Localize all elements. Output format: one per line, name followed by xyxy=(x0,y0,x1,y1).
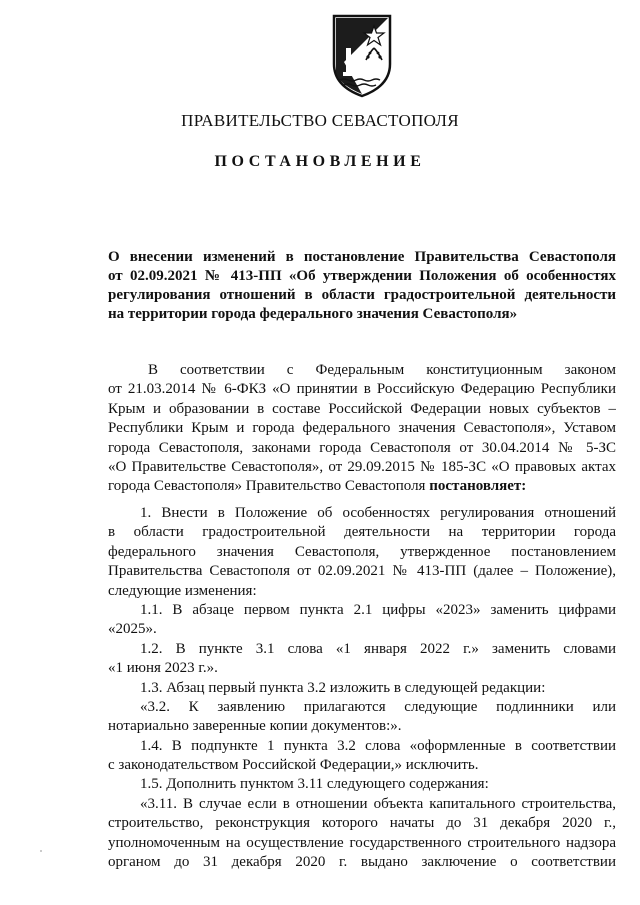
document-type-title: ПОСТАНОВЛЕНИЕ xyxy=(214,153,426,170)
preamble-paragraph xyxy=(108,361,616,497)
item-1-2-line: 1.2. В пункте 3.1 слова «1 января 2022 г.» заменить словами xyxy=(140,640,616,657)
preamble-line: В соответствии с Федеральным конституционным законом xyxy=(148,362,616,378)
preamble-line: от 21.03.2014 № 6-ФКЗ «О принятии в Российскую Федерацию Республики xyxy=(108,381,616,398)
subject-line: от 02.09.2021 № 413-ПП «Об утверждении Положения об особенностях xyxy=(108,268,616,284)
subject-line: О внесении изменений в постановление Правительства Севастополя xyxy=(108,249,616,265)
item-1-1-line: «2025». xyxy=(108,621,157,638)
item-line: федерального значения Севастополя, утвержденное постановлением xyxy=(108,543,616,560)
preamble-line: «О Правительстве Севастополя», от 29.09.2015 № 185-ЗС «О правовых актах xyxy=(108,458,616,475)
item-1-1-line: 1.1. В абзаце первом пункта 2.1 цифры «2023» заменить цифрами xyxy=(140,601,616,618)
item-1-3-line: 1.3. Абзац первый пункта 3.2 изложить в следующей редакции: xyxy=(140,679,546,696)
resolves-keyword: постановляет: xyxy=(429,478,527,495)
preamble-last-text: города Севастополя» Правительство Севастополя xyxy=(108,478,430,495)
item-1-3-quote-line: нотариально заверенные копии документов:». xyxy=(108,718,402,735)
item-line: Правительства Севастополя от 02.09.2021 № 413-ПП (далее – Положение), xyxy=(108,563,616,580)
item-line: следующие изменения: xyxy=(108,582,257,599)
item-1-4-line: 1.4. В подпункте 1 пункта 3.2 слова «оформленные в соответствии xyxy=(140,737,616,754)
item-3-11-line: «3.11. В случае если в отношении объекта капитального строительства, xyxy=(140,795,616,812)
item-1-5-line: 1.5. Дополнить пунктом 3.11 следующего содержания: xyxy=(140,776,489,793)
item-1-2-line: «1 июня 2023 г.». xyxy=(108,660,218,677)
item-3-11-line: строительство, реконструкция которого начаты до 31 декабря 2020 г., xyxy=(108,815,616,832)
item-1-paragraph xyxy=(108,504,616,872)
organization-name: ПРАВИТЕЛЬСТВО СЕВАСТОПОЛЯ xyxy=(181,111,459,130)
item-3-11-line: уполномоченным на осуществление государственного строительного надзора xyxy=(108,834,616,851)
preamble-line: Крым и образовании в составе Российской Федерации новых субъектов – xyxy=(108,400,616,417)
item-line: 1. Внести в Положение об особенностях регулирования отношений xyxy=(140,505,616,521)
item-line: в области градостроительной деятельности на территории города xyxy=(108,524,616,541)
item-1-3-quote-line: «3.2. К заявлению прилагаются следующие подлинники или xyxy=(140,698,616,715)
scan-speck xyxy=(40,850,42,852)
preamble-last-line xyxy=(108,477,616,496)
subject-line: регулирования отношений в области градостроительной деятельности xyxy=(108,287,616,303)
preamble-line: Республики Крым и города федерального значения Севастополя», Уставом xyxy=(108,420,616,437)
preamble-line: города Севастополя, законами города Севастополя от 30.04.2014 № 5-ЗС xyxy=(108,439,616,456)
item-1-4-line: с законодательством Российской Федерации,» исключить. xyxy=(108,757,479,774)
subject-line: на территории города федерального значения Севастополя» xyxy=(108,306,518,322)
document-subject xyxy=(108,248,616,324)
coat-of-arms-emblem xyxy=(330,12,394,98)
item-3-11-line: органом до 31 декабря 2020 г. выдано заключение о соответствии xyxy=(108,854,616,871)
